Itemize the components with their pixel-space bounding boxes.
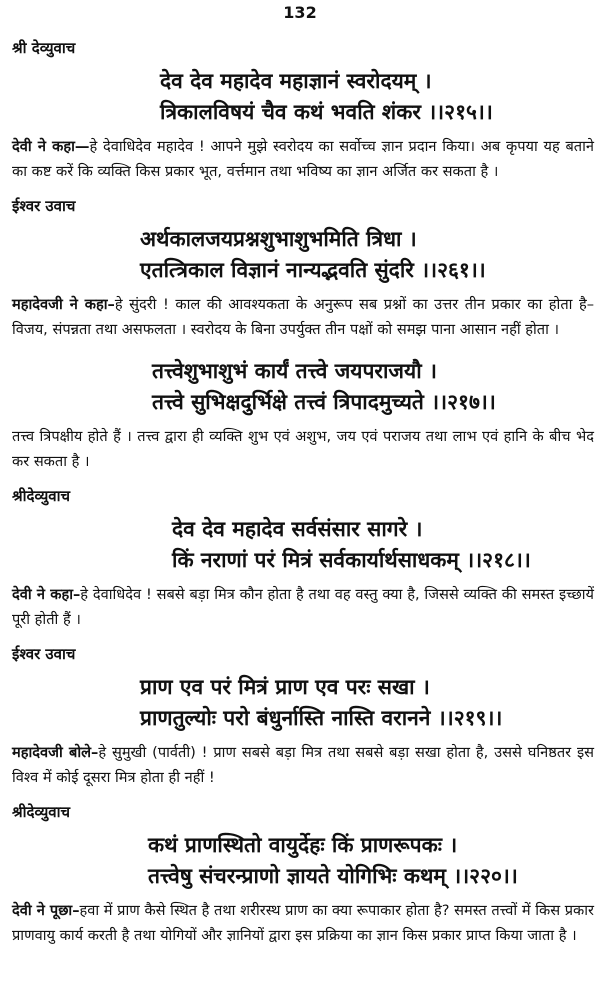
translation-lead: महादेवजी बोले– (12, 744, 99, 761)
sanskrit-verse (12, 356, 594, 418)
speaker-heading: ईश्वर उवाच (12, 197, 76, 215)
translation-lead: देवी ने कहा– (12, 586, 81, 603)
verse-line: प्राण एव परं मित्रं प्राण एव परः सखा । (140, 675, 430, 699)
verse-line: तत्त्वे सुभिक्षदुर्भिक्षे तत्त्वं त्रिपादमुच्यते ।।२१७।। (152, 390, 496, 414)
page-number: 132 (283, 3, 317, 22)
translation-lead: महादेवजी ने कहा– (12, 296, 115, 313)
verse-line: देव देव महादेव सर्वसंसार सागरे । (172, 517, 423, 541)
speaker-heading: श्रीदेव्युवाच (12, 803, 71, 821)
verse-line: तत्त्वेशुभाशुभं कार्यं तत्त्वे जयपराजयौ । (152, 359, 437, 383)
translation-text: हे सुमुखी (पार्वती) ! प्राण सबसे बड़ा मित्र तथा सबसे बड़ा सखा होता है, उससे घनिष्ठतर इस विश्व में कोई दूसरा मित्र होता ही नहीं ! (12, 744, 594, 786)
verse-line: कथं प्राणस्थितो वायुर्देहः किं प्राणरूपकः । (148, 833, 458, 857)
translation-text: तत्त्व त्रिपक्षीय होते हैं । तत्त्व द्वारा ही व्यक्ति शुभ एवं अशुभ, जय एवं पराजय तथा लाभ एवं हानि के बीच भेद कर सकता है । (12, 428, 594, 470)
sanskrit-verse (12, 672, 594, 734)
verse-line: किं नराणां परं मित्रं सर्वकार्यार्थसाधकम् ।।२१८।। (172, 548, 531, 572)
dialogue-section (12, 196, 594, 342)
translation-lead: देवी ने कहा— (12, 138, 90, 155)
translation-paragraph (12, 582, 594, 632)
page-body (12, 32, 594, 960)
verse-line: प्राणतुल्योः परो बंधुर्नास्ति नास्ति वरानने ।।२१९।। (140, 706, 503, 730)
translation-lead: देवी ने पूछा– (12, 902, 80, 919)
dialogue-section (12, 644, 594, 790)
dialogue-section (12, 356, 594, 474)
speaker-heading: ईश्वर उवाच (12, 645, 76, 663)
sanskrit-verse (12, 224, 594, 286)
dialogue-section (12, 802, 594, 948)
translation-text: हे सुंदरी ! काल की आवश्यकता के अनुरूप सब प्रश्नों का उत्तर तीन प्रकार का होता है–विजय, संपन्नता तथा असफलता । स्वरोदय के बिना उपर्युक्त तीन पक्षों को समझ पाना आसान नहीं होता । (12, 296, 594, 338)
verse-line: तत्त्वेषु संचरन्प्राणो ज्ञायते योगिभिः कथम् ।।२२०।। (148, 864, 518, 888)
verse-line: त्रिकालविषयं चैव कथं भवति शंकर ।।२१५।। (160, 100, 493, 124)
translation-paragraph (12, 740, 594, 790)
verse-line: देव देव महादेव महाज्ञानं स्वरोदयम् । (160, 69, 432, 93)
sanskrit-verse (12, 66, 594, 128)
dialogue-section (12, 38, 594, 184)
translation-text: हे देवाधिदेव ! सबसे बड़ा मित्र कौन होता है तथा वह वस्तु क्या है, जिससे व्यक्ति की समस्त इच्छायें पूरी होती हैं । (12, 586, 594, 628)
sanskrit-verse (12, 514, 594, 576)
speaker-heading: श्रीदेव्युवाच (12, 487, 71, 505)
translation-paragraph (12, 134, 594, 184)
speaker-heading: श्री देव्युवाच (12, 39, 76, 57)
translation-paragraph (12, 424, 594, 474)
translation-paragraph (12, 898, 594, 948)
translation-text: हवा में प्राण कैसे स्थित है तथा शरीरस्थ प्राण का क्या रूपाकार होता है? समस्त तत्त्वों में किस प्रकार प्राणवायु कार्य करती है तथा योगियों और ज्ञानियों द्वारा इस प्रक्रिया का ज्ञान किस प्रकार प्राप्त किया जाता है । (12, 902, 594, 944)
sanskrit-verse (12, 830, 594, 892)
translation-paragraph (12, 292, 594, 342)
dialogue-section (12, 486, 594, 632)
verse-line: एतत्त्रिकाल विज्ञानं नान्यद्भवति सुंदरि ।।२६१।। (140, 258, 486, 282)
verse-line: अर्थकालजयप्रश्नशुभाशुभमिति त्रिधा । (140, 227, 417, 251)
translation-text: हे देवाधिदेव महादेव ! आपने मुझे स्वरोदय का सर्वोच्च ज्ञान प्रदान किया। अब कृपया यह बताने का कष्ट करें कि व्यक्ति किस प्रकार भूत, वर्त्तमान तथा भविष्य का ज्ञान अर्जित कर सकता है । (12, 138, 594, 180)
